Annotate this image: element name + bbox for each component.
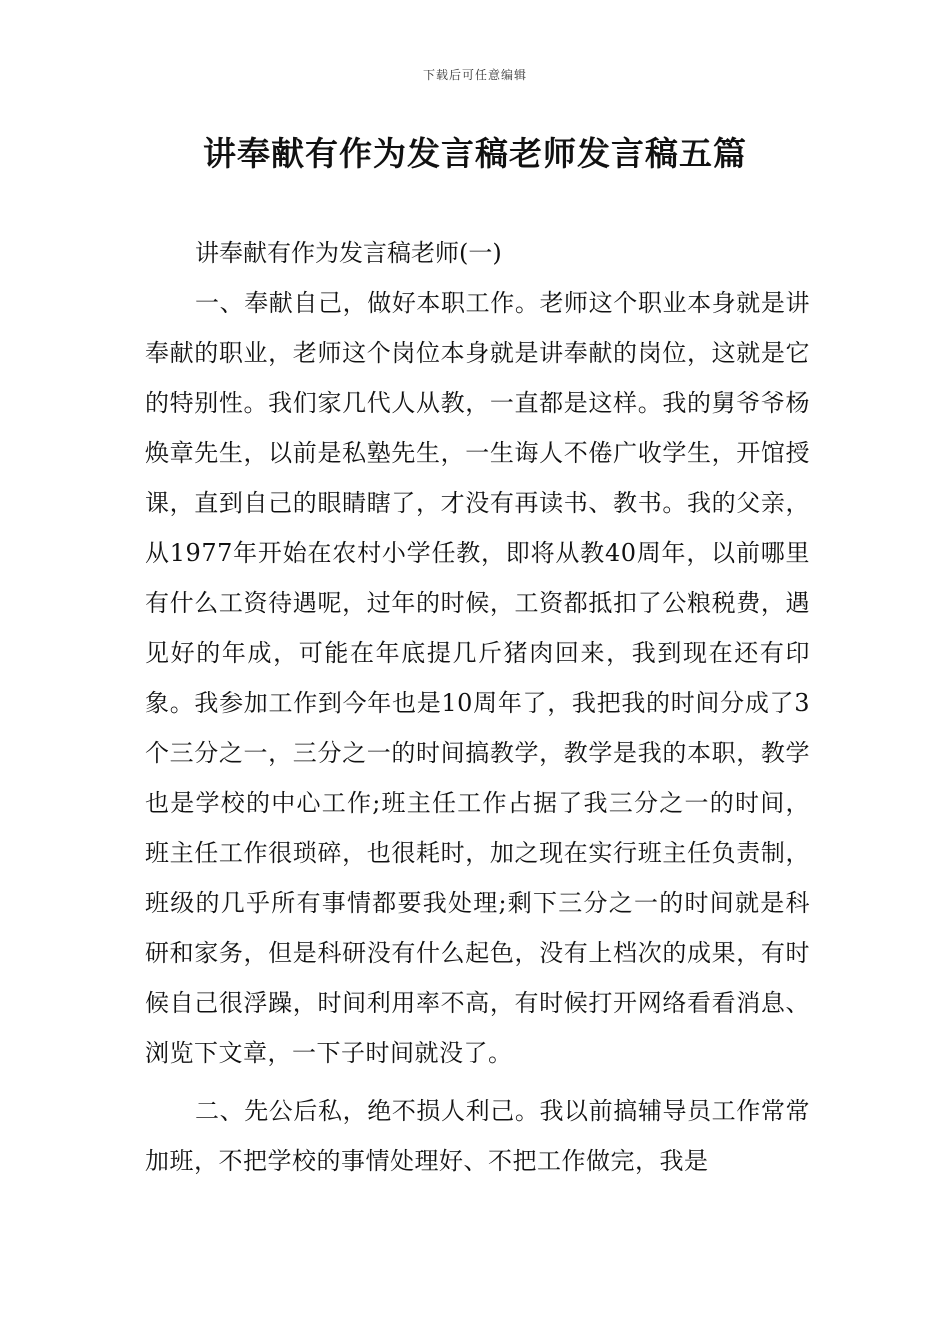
section-title: 讲奉献有作为发言稿老师(一) — [195, 239, 502, 267]
document-body — [145, 228, 810, 1194]
paragraph-1: 一、奉献自己，做好本职工作。老师这个职业本身就是讲奉献的职业，老师这个岗位本身就是讲奉献的岗位，这就是它的特别性。我们家几代人从教，一直都是这样。我的舅爷爷杨焕章先生，以前是私塾先生，一生诲人不倦广收学生，开馆授课，直到自己的眼睛瞎了，才没有再读书、教书。我的父亲，从1977年开始在农村小学任教，即将从教40周年，以前哪里有什么工资待遇呢，过年的时候，工资都抵扣了公粮税费，遇见好的年成，可能在年底提几斤猪肉回来，我到现在还有印象。我参加工作到今年也是10周年了，我把我的时间分成了3个三分之一，三分之一的时间搞教学，教学是我的本职，教学也是学校的中心工作;班主任工作占据了我三分之一的时间，班主任工作很琐碎，也很耗时，加之现在实行班主任负责制，班级的几乎所有事情都要我处理;剩下三分之一的时间就是科研和家务，但是科研没有什么起色，没有上档次的成果，有时候自己很浮躁，时间利用率不高，有时候打开网络看看消息、浏览下文章，一下子时间就没了。 — [145, 289, 810, 1067]
document-title: 讲奉献有作为发言稿老师发言稿五篇 — [203, 134, 747, 173]
paragraph-2: 二、先公后私，绝不损人利己。我以前搞辅导员工作常常加班，不把学校的事情处理好、不把工作做完，我是 — [145, 1097, 810, 1175]
header-note: 下载后可任意编辑 — [422, 68, 527, 82]
